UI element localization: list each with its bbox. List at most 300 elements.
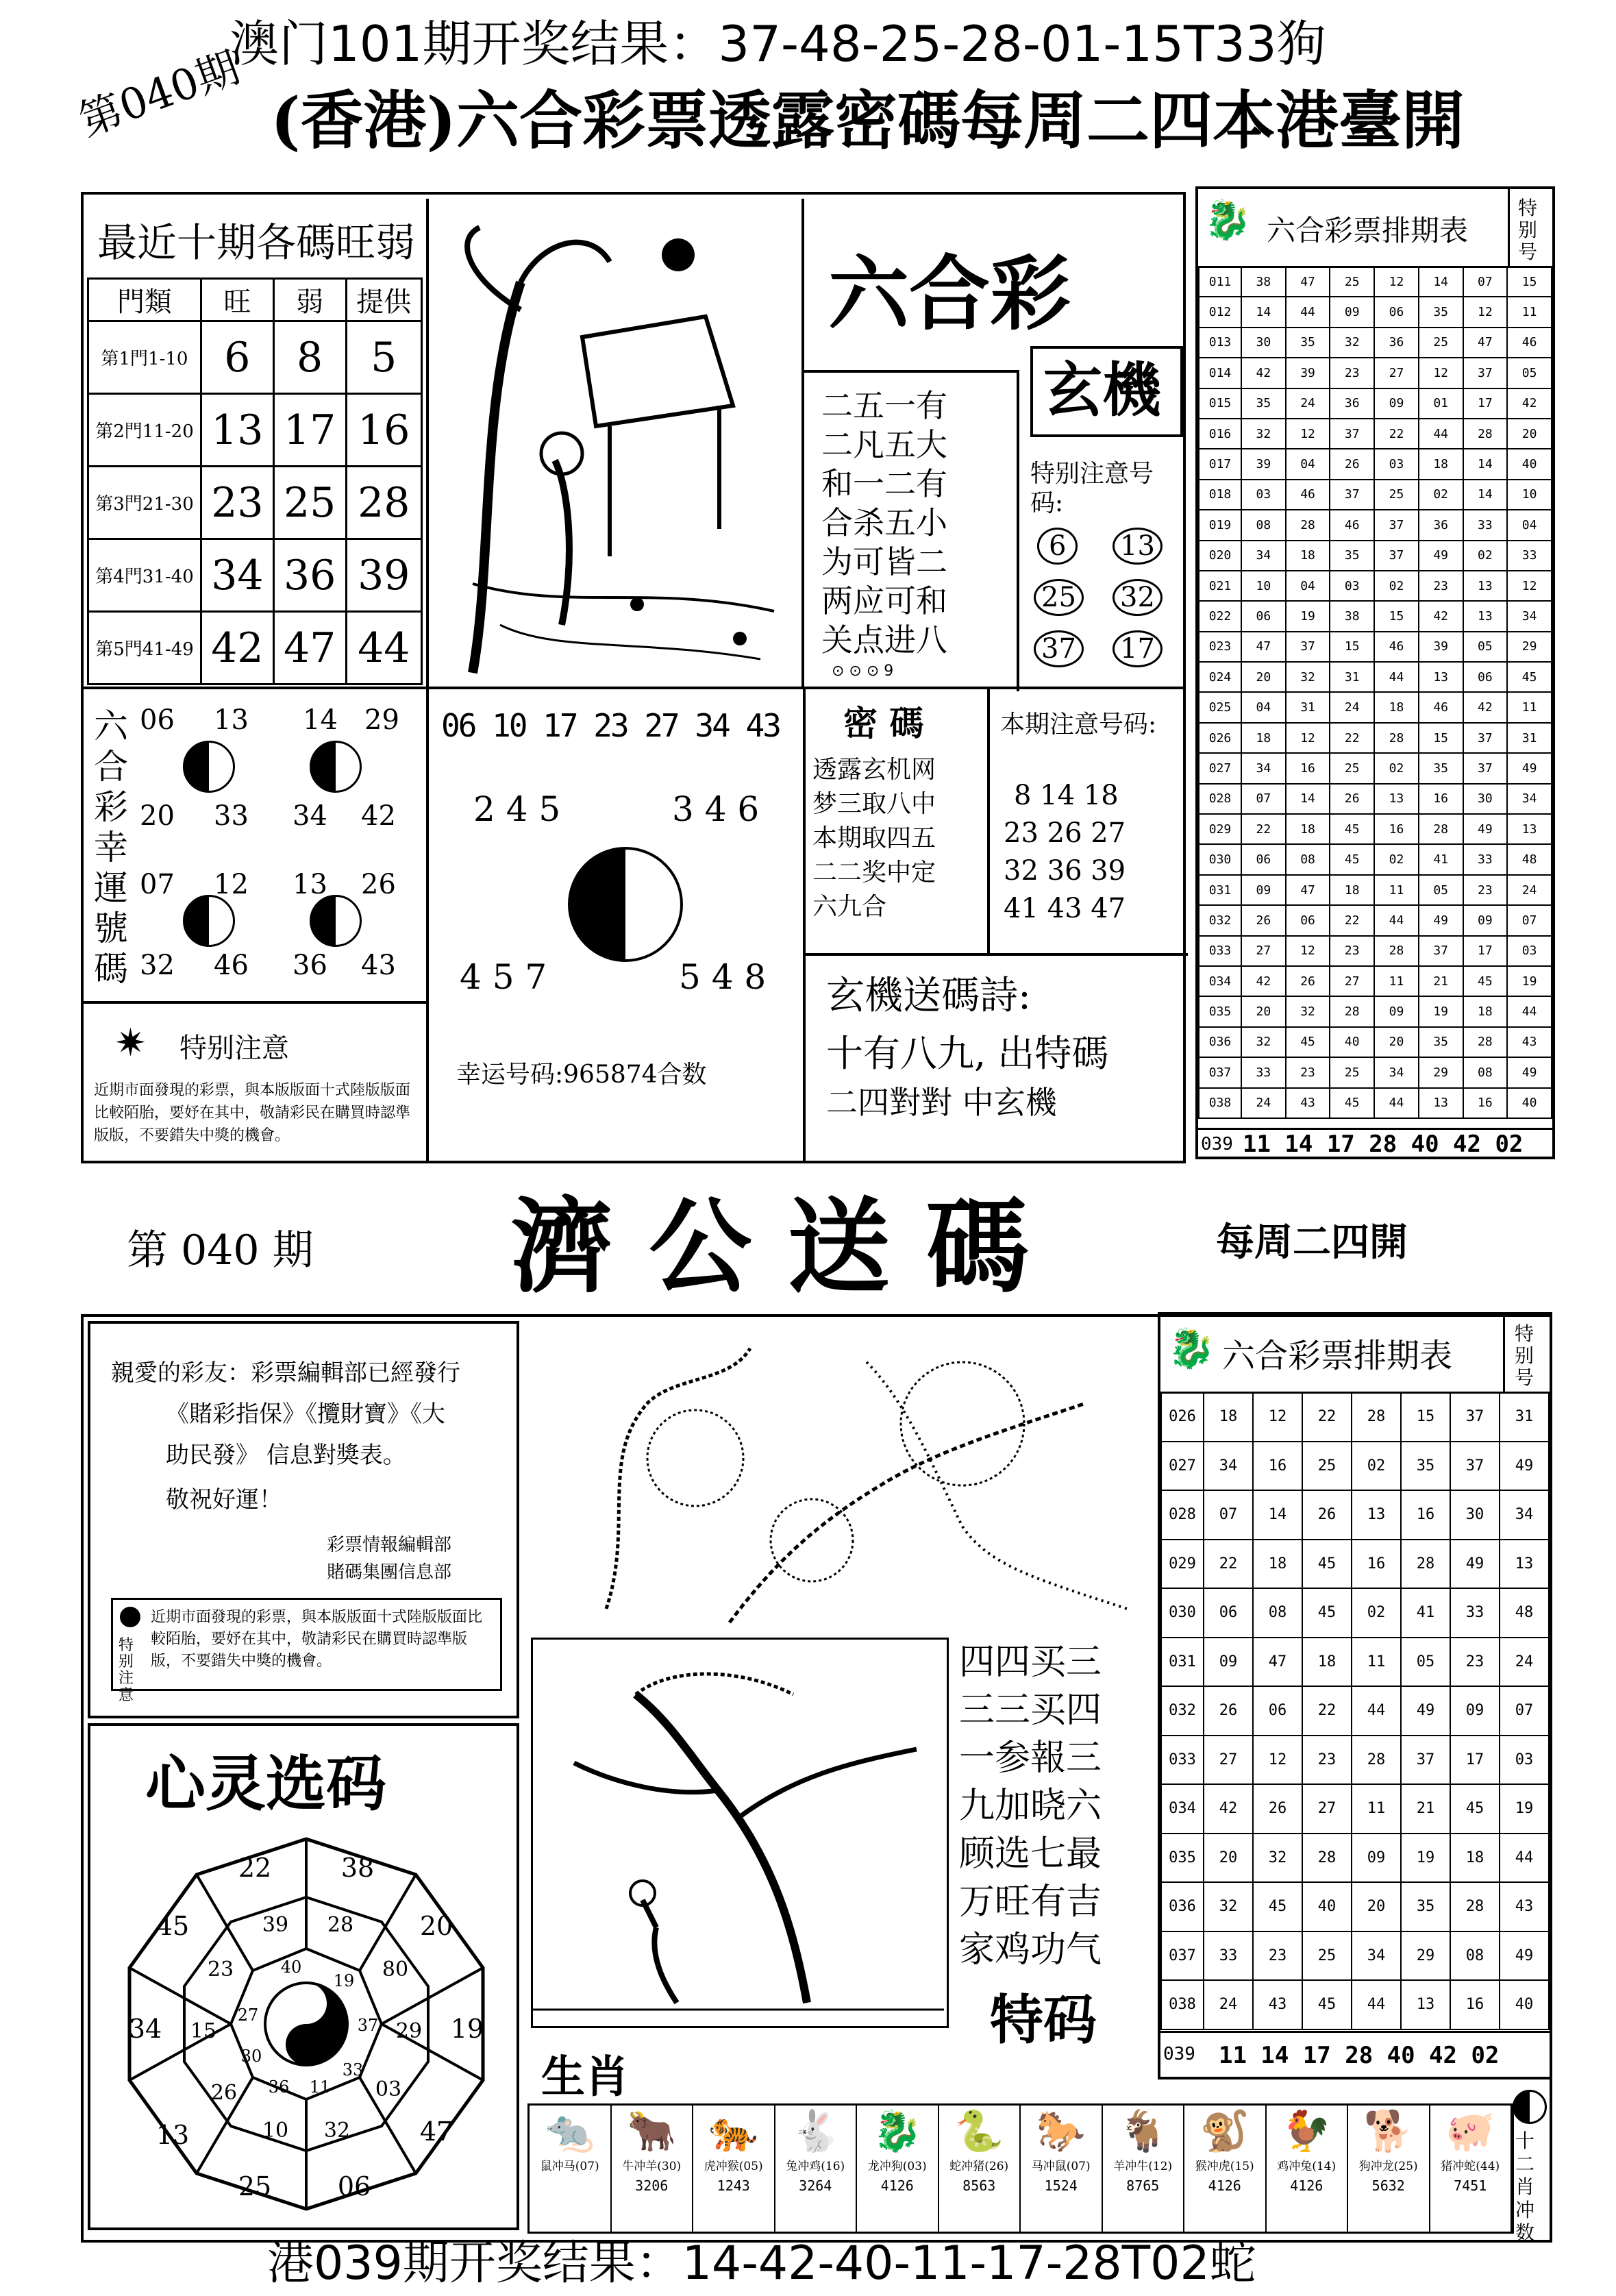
schedule-row	[1199, 358, 1552, 388]
number-cell: 14	[1463, 449, 1508, 479]
period-cell: 037	[1199, 1057, 1241, 1087]
number-cell: 28	[1450, 1882, 1500, 1931]
number-cell: 21	[1401, 1784, 1450, 1834]
notice-nums-line: 41 43 47	[1004, 893, 1126, 924]
period-cell: 026	[1199, 723, 1241, 753]
sage-illustration	[432, 200, 788, 687]
mima-title: 密 碼	[843, 703, 924, 743]
period-cell: 030	[1199, 844, 1241, 874]
number-cell: 03	[1241, 480, 1286, 510]
dragon-icon: 🐉	[1204, 198, 1252, 243]
period-cell: 035	[1161, 1834, 1204, 1883]
notice-nums-line: 8 14 18	[1014, 780, 1119, 811]
number-cell: 05	[1463, 632, 1508, 662]
number-cell: 18	[1374, 692, 1419, 722]
number-cell: 30	[1463, 784, 1508, 814]
xinling-panel	[88, 1723, 519, 2230]
number-cell: 19	[1507, 966, 1552, 996]
schedule-row	[1199, 571, 1552, 601]
notice-line: 《賭彩指保》《攬財寶》《大	[166, 1400, 445, 1428]
number-cell: 34	[1507, 784, 1552, 814]
number-cell: 45	[1330, 814, 1374, 844]
wheel-outer: 38	[340, 1853, 375, 1883]
number-cell: 36	[1419, 510, 1463, 540]
zodiac-icon: 🐂	[627, 2108, 677, 2154]
number-cell: 13	[1352, 1490, 1401, 1540]
number-cell: 37	[1286, 632, 1330, 662]
period-cell: 038	[1199, 1088, 1241, 1118]
cold-cell: 17	[273, 394, 346, 467]
number-cell: 31	[1286, 692, 1330, 722]
last-nums: 11 14 17 28 40 42 02	[1243, 1131, 1524, 1158]
zodiac-caption: 牛冲羊(30)	[622, 2160, 682, 2173]
number-cell: 40	[1507, 1088, 1552, 1118]
number-cell: 34	[1204, 1442, 1253, 1491]
offer-cell: 28	[346, 467, 422, 539]
number-cell: 39	[1419, 632, 1463, 662]
number-cell: 27	[1330, 966, 1374, 996]
wheel-middle: 29	[395, 2019, 423, 2043]
number-cell: 09	[1463, 905, 1508, 935]
number-cell: 44	[1374, 905, 1419, 935]
number-cell: 49	[1401, 1686, 1450, 1736]
number-cell: 31	[1500, 1392, 1549, 1442]
period-cell: 031	[1199, 875, 1241, 905]
wheel-inner: 33	[342, 2060, 364, 2079]
number-cell: 16	[1286, 753, 1330, 783]
zodiac-icon: 🐐	[1118, 2108, 1168, 2154]
poem-line2: 二四對對 中玄機	[826, 1084, 1057, 1121]
notice-line: 敬祝好運！	[166, 1486, 282, 1514]
number-cell: 25	[1419, 328, 1463, 358]
number-cell: 25	[1330, 1057, 1374, 1087]
zodiac-cell	[612, 2106, 694, 2232]
number-cell: 09	[1374, 996, 1419, 1026]
lucky-num: 14	[303, 704, 338, 736]
number-cell: 32	[1253, 1834, 1302, 1883]
cold-cell: 25	[273, 467, 346, 539]
zodiac-caption: 马冲鼠(07)	[1031, 2160, 1091, 2173]
number-cell: 26	[1204, 1686, 1253, 1736]
schedule-row	[1199, 1057, 1552, 1087]
lucky-num: 46	[214, 950, 249, 981]
wheel-inner: 11	[309, 2077, 331, 2097]
row-label: 第4門31-40	[88, 539, 201, 612]
cold-cell: 36	[273, 539, 346, 612]
number-cell: 24	[1286, 388, 1330, 419]
wheel-inner: 40	[280, 1958, 302, 1977]
schedule-row	[1199, 419, 1552, 449]
number-cell: 49	[1507, 753, 1552, 783]
lucky-num: 13	[293, 869, 327, 900]
number-cell: 16	[1450, 1980, 1500, 2029]
poem-line1: 十有八九, 出特碼	[826, 1032, 1109, 1075]
shengxiao-strip	[527, 2103, 1514, 2234]
lucky-num: 26	[361, 869, 396, 900]
number-cell: 33	[1450, 1588, 1500, 1638]
period-cell: 029	[1161, 1540, 1204, 1589]
number-cell: 23	[1330, 358, 1374, 388]
number-cell: 01	[1419, 388, 1463, 419]
schedule-top	[1195, 186, 1555, 1159]
number-cell: 07	[1463, 267, 1508, 297]
number-cell: 11	[1374, 966, 1419, 996]
number-cell: 39	[1286, 358, 1330, 388]
schedule-bottom-title: 六合彩票排期表	[1222, 1337, 1453, 1375]
period-cell: 019	[1199, 510, 1241, 540]
number-cell: 14	[1419, 267, 1463, 297]
zodiac-icon: 🐓	[1282, 2108, 1332, 2154]
lucky-notice-title: 特别注意	[179, 1033, 289, 1064]
number-cell: 08	[1286, 844, 1330, 874]
number-cell: 15	[1401, 1392, 1450, 1442]
period-cell: 025	[1199, 692, 1241, 722]
schedule-top-last	[1198, 1128, 1552, 1159]
xuanji-subtitle-box	[1030, 346, 1183, 437]
number-cell: 35	[1419, 1027, 1463, 1057]
period-cell: 034	[1161, 1784, 1204, 1834]
number-cell: 18	[1286, 814, 1330, 844]
offer-cell: 16	[346, 394, 422, 467]
number-cell: 28	[1419, 814, 1463, 844]
poem-line: 和一二有	[821, 465, 947, 502]
number-cell: 37	[1330, 480, 1374, 510]
zodiac-icon: 🐎	[1036, 2108, 1086, 2154]
number-cell: 32	[1286, 662, 1330, 692]
number-cell: 18	[1450, 1834, 1500, 1883]
schedule-top-special	[1508, 189, 1554, 266]
poem-line: 关点进八	[821, 621, 947, 658]
period-cell: 020	[1199, 541, 1241, 571]
number-cell: 08	[1463, 1057, 1508, 1087]
wheel-inner: 30	[240, 2047, 262, 2066]
number-cell: 43	[1286, 1088, 1330, 1118]
schedule-row	[1199, 905, 1552, 935]
hot-cold-title: 最近十期各碼旺弱	[97, 219, 416, 266]
number-cell: 20	[1507, 419, 1552, 449]
schedule-row	[1199, 692, 1552, 722]
number-cell: 45	[1330, 1088, 1374, 1118]
period-cell: 032	[1161, 1686, 1204, 1736]
mima-line: 本期取四五	[812, 824, 936, 852]
number-cell: 28	[1330, 996, 1374, 1026]
period-cell: 015	[1199, 388, 1241, 419]
period-cell: 033	[1199, 936, 1241, 966]
number-cell: 37	[1463, 358, 1508, 388]
number-cell: 49	[1500, 1931, 1549, 1981]
wheel-inner: 37	[357, 2016, 379, 2035]
schedule-row	[1199, 601, 1552, 631]
mid-tl: 2 4 5	[473, 789, 561, 829]
number-cell: 17	[1463, 936, 1508, 966]
number-cell: 28	[1352, 1736, 1401, 1785]
special-num: 6	[1037, 528, 1078, 565]
number-cell: 23	[1286, 1057, 1330, 1087]
yin-yang-icon	[183, 895, 235, 947]
poem-title: 玄機送碼詩:	[826, 974, 1031, 1018]
warn-label: 特别注意	[119, 1637, 134, 1704]
number-cell: 15	[1419, 723, 1463, 753]
number-cell: 46	[1374, 632, 1419, 662]
number-cell: 37	[1401, 1736, 1450, 1785]
poem-line: 合杀五小	[821, 504, 947, 541]
number-cell: 28	[1352, 1392, 1401, 1442]
number-cell: 26	[1286, 966, 1330, 996]
mima-line: 透露玄机网	[812, 756, 936, 784]
number-cell: 41	[1401, 1588, 1450, 1638]
number-cell: 11	[1507, 297, 1552, 327]
number-cell: 04	[1241, 692, 1286, 722]
number-cell: 28	[1302, 1834, 1352, 1883]
special-num: 25	[1034, 579, 1084, 616]
number-cell: 33	[1507, 541, 1552, 571]
period-cell: 031	[1161, 1638, 1204, 1687]
poem-bottom-line: 家鸡功气	[959, 1929, 1102, 1971]
number-cell: 22	[1302, 1686, 1352, 1736]
hot-cold-table	[87, 277, 423, 685]
number-cell: 20	[1204, 1834, 1253, 1883]
schedule-row	[1161, 1784, 1549, 1834]
schedule-row	[1161, 1882, 1549, 1931]
hot-cold-header: 門類	[88, 279, 201, 321]
number-cell: 33	[1241, 1057, 1286, 1087]
number-cell: 19	[1401, 1834, 1450, 1883]
number-cell: 14	[1253, 1490, 1302, 1540]
number-cell: 34	[1241, 541, 1286, 571]
number-cell: 20	[1241, 662, 1286, 692]
schedule-row	[1199, 753, 1552, 783]
schedule-bottom-head	[1160, 1315, 1550, 1394]
number-cell: 24	[1204, 1980, 1253, 2029]
schedule-row	[1199, 996, 1552, 1026]
zodiac-caption: 蛇冲猪(26)	[949, 2160, 1009, 2173]
number-cell: 16	[1374, 814, 1419, 844]
warn-box	[111, 1598, 502, 1704]
number-cell: 19	[1500, 1784, 1549, 1834]
number-cell: 07	[1500, 1686, 1549, 1736]
number-cell: 15	[1374, 601, 1419, 631]
number-cell: 49	[1463, 814, 1508, 844]
number-cell: 29	[1401, 1931, 1450, 1981]
number-cell: 45	[1253, 1882, 1302, 1931]
schedule-row	[1199, 784, 1552, 814]
number-cell: 15	[1507, 267, 1552, 297]
zodiac-number: 7451	[1454, 2177, 1487, 2194]
number-cell: 18	[1330, 875, 1374, 905]
tema-label: 特码	[990, 1990, 1097, 2051]
number-cell: 11	[1374, 875, 1419, 905]
number-cell: 32	[1241, 1027, 1286, 1057]
number-cell: 49	[1419, 541, 1463, 571]
period-cell: 011	[1199, 267, 1241, 297]
number-cell: 28	[1286, 510, 1330, 540]
number-cell: 16	[1352, 1540, 1401, 1589]
number-cell: 38	[1330, 601, 1374, 631]
schedule-row	[1199, 449, 1552, 479]
zodiac-number: 4126	[880, 2177, 914, 2194]
lucky-panel	[84, 689, 429, 1162]
period-cell: 021	[1199, 571, 1241, 601]
warn-dot-icon	[120, 1607, 140, 1627]
warn-text: 近期市面發現的彩票，與本版版面十式陸版版面比較陌胎，要妤在其中，敬請彩民在購買時認準版版，不要錯失中獎的機會。	[151, 1609, 483, 1670]
number-cell: 12	[1286, 723, 1330, 753]
poem-bottom	[956, 1638, 1154, 2049]
number-cell: 37	[1450, 1392, 1500, 1442]
poem-bottom-line: 九加晓六	[959, 1786, 1102, 1827]
number-cell: 45	[1302, 1540, 1352, 1589]
number-cell: 25	[1302, 1931, 1352, 1981]
schedule-row	[1199, 480, 1552, 510]
number-cell: 32	[1286, 996, 1330, 1026]
xuanji-title: 六合彩	[828, 246, 1071, 341]
number-cell: 13	[1507, 814, 1552, 844]
number-cell: 07	[1241, 784, 1286, 814]
number-cell: 33	[1463, 510, 1508, 540]
wheel-outer: 13	[156, 2120, 190, 2150]
number-cell: 22	[1302, 1392, 1352, 1442]
schedule-row	[1199, 662, 1552, 692]
period-cell: 026	[1161, 1392, 1204, 1442]
number-cell: 11	[1507, 692, 1552, 722]
number-cell: 16	[1419, 784, 1463, 814]
schedule-row	[1161, 1980, 1549, 2029]
wheel-middle: 39	[262, 1913, 289, 1937]
number-cell: 21	[1419, 966, 1463, 996]
number-cell: 42	[1463, 692, 1508, 722]
number-cell: 02	[1352, 1588, 1401, 1638]
number-cell: 23	[1302, 1736, 1352, 1785]
wheel-middle: 10	[262, 2119, 289, 2143]
number-cell: 34	[1507, 601, 1552, 631]
hot-cell: 23	[201, 467, 274, 539]
wheel-middle: 15	[190, 2019, 217, 2043]
number-cell: 13	[1463, 601, 1508, 631]
number-cell: 37	[1330, 419, 1374, 449]
number-cell: 34	[1241, 753, 1286, 783]
number-cell: 34	[1374, 1057, 1419, 1087]
number-cell: 26	[1330, 784, 1374, 814]
number-cell: 09	[1352, 1834, 1401, 1883]
poem-line: 为可皆二	[821, 543, 947, 580]
number-cell: 42	[1419, 601, 1463, 631]
number-cell: 09	[1330, 297, 1374, 327]
forest-illustration	[524, 1321, 1147, 1629]
number-cell: 20	[1374, 1027, 1419, 1057]
notice-sign: 賭碼集團信息部	[327, 1562, 452, 1583]
number-cell: 12	[1253, 1392, 1302, 1442]
number-cell: 44	[1374, 662, 1419, 692]
number-cell: 37	[1419, 936, 1463, 966]
number-cell: 48	[1500, 1588, 1549, 1638]
schedule-row	[1199, 297, 1552, 327]
zodiac-number: 5632	[1371, 2177, 1405, 2194]
number-cell: 13	[1463, 571, 1508, 601]
zodiac-cell	[1267, 2106, 1349, 2232]
number-cell: 06	[1241, 601, 1286, 631]
period-cell: 027	[1199, 753, 1241, 783]
number-cell: 13	[1419, 1088, 1463, 1118]
period-cell: 014	[1199, 358, 1241, 388]
number-cell: 29	[1419, 1057, 1463, 1087]
number-cell: 18	[1204, 1392, 1253, 1442]
notice-nums-line: 23 26 27	[1004, 817, 1126, 849]
schedule-row	[1199, 875, 1552, 905]
zodiac-number: 4126	[1290, 2177, 1323, 2194]
number-cell: 49	[1450, 1540, 1500, 1589]
wheel-inner: 19	[333, 1971, 355, 1990]
number-cell: 27	[1241, 936, 1286, 966]
shengxiao-side	[1507, 2090, 1550, 2245]
schedule-row	[1199, 1088, 1552, 1118]
xuanji-poem-box	[804, 370, 1019, 691]
mima-panel	[803, 689, 1188, 1162]
lucky-num: 07	[140, 869, 175, 900]
shengxiao-side-label: 十二肖冲数	[1515, 2130, 1535, 2245]
number-cell: 23	[1419, 571, 1463, 601]
number-cell: 25	[1374, 480, 1419, 510]
number-cell: 20	[1241, 996, 1286, 1026]
star-icon: ✷	[114, 1021, 147, 1065]
number-cell: 24	[1241, 1088, 1286, 1118]
yin-yang-icon	[1513, 2090, 1547, 2124]
number-cell: 18	[1302, 1638, 1352, 1687]
number-cell: 45	[1463, 966, 1508, 996]
hot-cold-header: 弱	[273, 279, 346, 321]
period-cell: 034	[1199, 966, 1241, 996]
taiji-panel	[429, 689, 803, 1162]
number-cell: 33	[1204, 1931, 1253, 1981]
number-cell: 34	[1500, 1490, 1549, 1540]
number-cell: 02	[1374, 571, 1419, 601]
number-cell: 07	[1507, 905, 1552, 935]
hot-cell: 13	[201, 394, 274, 467]
number-cell: 45	[1507, 662, 1552, 692]
special-title: 特别注意号码:	[1030, 460, 1154, 518]
number-cell: 02	[1352, 1442, 1401, 1491]
zodiac-icon: 🐒	[1199, 2108, 1250, 2154]
zodiac-number: 3206	[635, 2177, 669, 2194]
period-cell: 018	[1199, 480, 1241, 510]
number-cell: 35	[1401, 1882, 1450, 1931]
schedule-bottom	[1158, 1312, 1552, 2079]
number-cell: 42	[1241, 966, 1286, 996]
number-cell: 16	[1253, 1442, 1302, 1491]
zodiac-number: 1243	[717, 2177, 750, 2194]
number-cell: 02	[1419, 480, 1463, 510]
zodiac-number: 1524	[1044, 2177, 1078, 2194]
period-cell: 028	[1199, 784, 1241, 814]
number-cell: 44	[1500, 1834, 1549, 1883]
yin-yang-icon	[310, 895, 362, 947]
number-cell: 14	[1463, 480, 1508, 510]
lucky-num: 20	[140, 800, 175, 832]
number-cell: 26	[1302, 1490, 1352, 1540]
number-cell: 06	[1463, 662, 1508, 692]
number-cell: 32	[1204, 1882, 1253, 1931]
sage-sketch	[432, 200, 788, 687]
number-cell: 12	[1253, 1736, 1302, 1785]
schedule-row	[1199, 541, 1552, 571]
period-cell: 035	[1199, 996, 1241, 1026]
number-cell: 09	[1374, 388, 1419, 419]
schedule-row	[1199, 966, 1552, 996]
wheel-inner: 36	[268, 2077, 290, 2097]
number-cell: 02	[1374, 844, 1419, 874]
schedule-bottom-special	[1503, 1315, 1552, 1392]
special-num: 13	[1112, 528, 1163, 565]
number-cell: 20	[1352, 1882, 1401, 1931]
schedule-row	[1161, 1638, 1549, 1687]
